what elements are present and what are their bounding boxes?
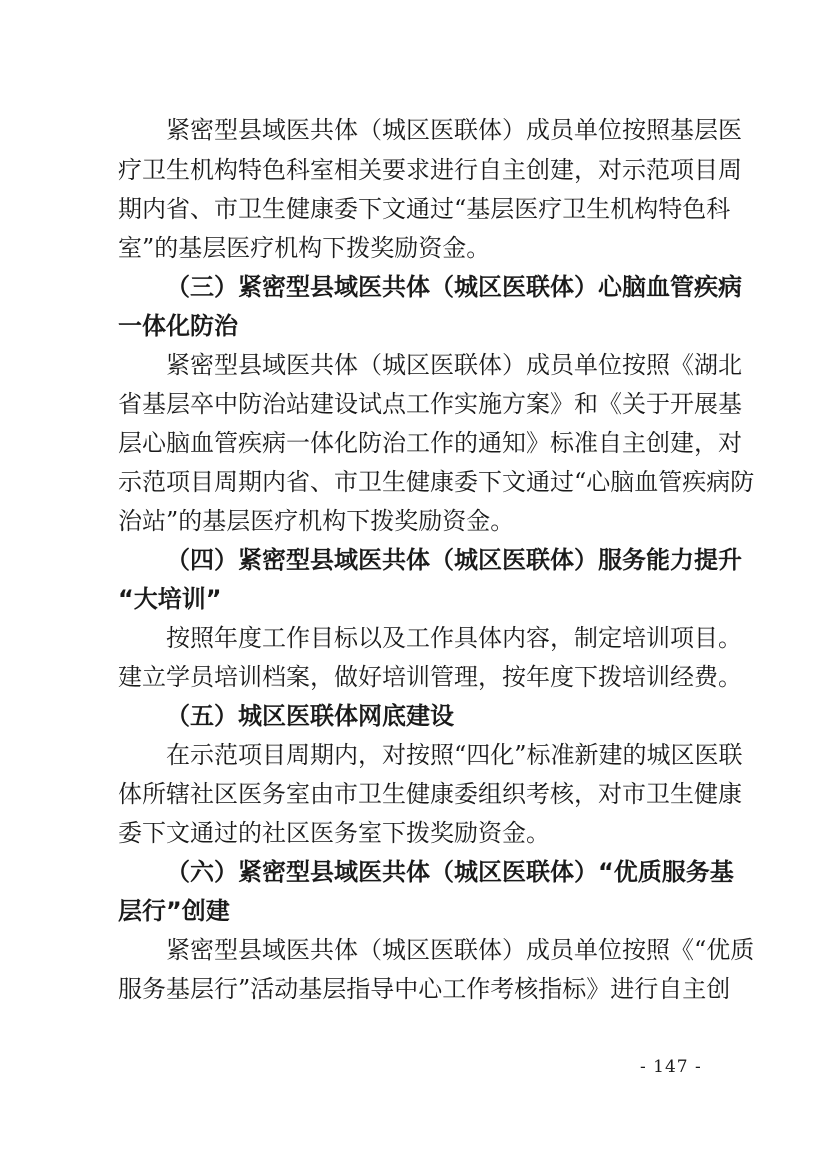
section-heading-6: （六）紧密型县域医共体（城区医联体）“优质服务基 xyxy=(166,858,734,886)
paragraph-line: 层心脑血管疾病一体化防治工作的通知》标准自主创建，对 xyxy=(118,429,742,457)
section-heading-4-continued: “大培训” xyxy=(118,585,222,613)
paragraph-line: 紧密型县域医共体（城区医联体）成员单位按照基层医 xyxy=(166,116,742,144)
paragraph-line: 服务基层行”活动基层指导中心工作考核指标》进行自主创 xyxy=(118,975,731,1003)
paragraph-line: 室”的基层医疗机构下拨奖励资金。 xyxy=(118,234,491,262)
paragraph-line: 建立学员培训档案，做好培训管理，按年度下拨培训经费。 xyxy=(118,663,742,691)
section-heading-4: （四）紧密型县域医共体（城区医联体）服务能力提升 xyxy=(166,546,742,574)
paragraph-line: 委下文通过的社区医务室下拨奖励资金。 xyxy=(118,819,550,847)
section-heading-3: （三）紧密型县域医共体（城区医联体）心脑血管疾病 xyxy=(166,273,742,301)
paragraph-line: 紧密型县域医共体（城区医联体）成员单位按照《湖北 xyxy=(166,351,742,379)
section-heading-3-continued: 一体化防治 xyxy=(118,312,238,340)
section-heading-6-continued: 层行”创建 xyxy=(118,897,230,925)
paragraph-line: 治站”的基层医疗机构下拨奖励资金。 xyxy=(118,507,515,535)
paragraph-line: 紧密型县域医共体（城区医联体）成员单位按照《“优质 xyxy=(166,936,755,964)
page-number: - 147 - xyxy=(640,1057,702,1077)
paragraph-line: 在示范项目周期内，对按照“四化”标准新建的城区医联 xyxy=(166,741,743,769)
paragraph-line: 示范项目周期内省、市卫生健康委下文通过“心脑血管疾病防 xyxy=(118,468,755,496)
paragraph-line: 按照年度工作目标以及工作具体内容，制定培训项目。 xyxy=(166,624,742,652)
paragraph-line: 期内省、市卫生健康委下文通过“基层医疗卫生机构特色科 xyxy=(118,195,731,223)
paragraph-line: 体所辖社区医务室由市卫生健康委组织考核，对市卫生健康 xyxy=(118,780,742,808)
paragraph-line: 疗卫生机构特色科室相关要求进行自主创建，对示范项目周 xyxy=(118,156,742,184)
section-heading-5: （五）城区医联体网底建设 xyxy=(166,702,454,730)
paragraph-line: 省基层卒中防治站建设试点工作实施方案》和《关于开展基 xyxy=(118,390,742,418)
